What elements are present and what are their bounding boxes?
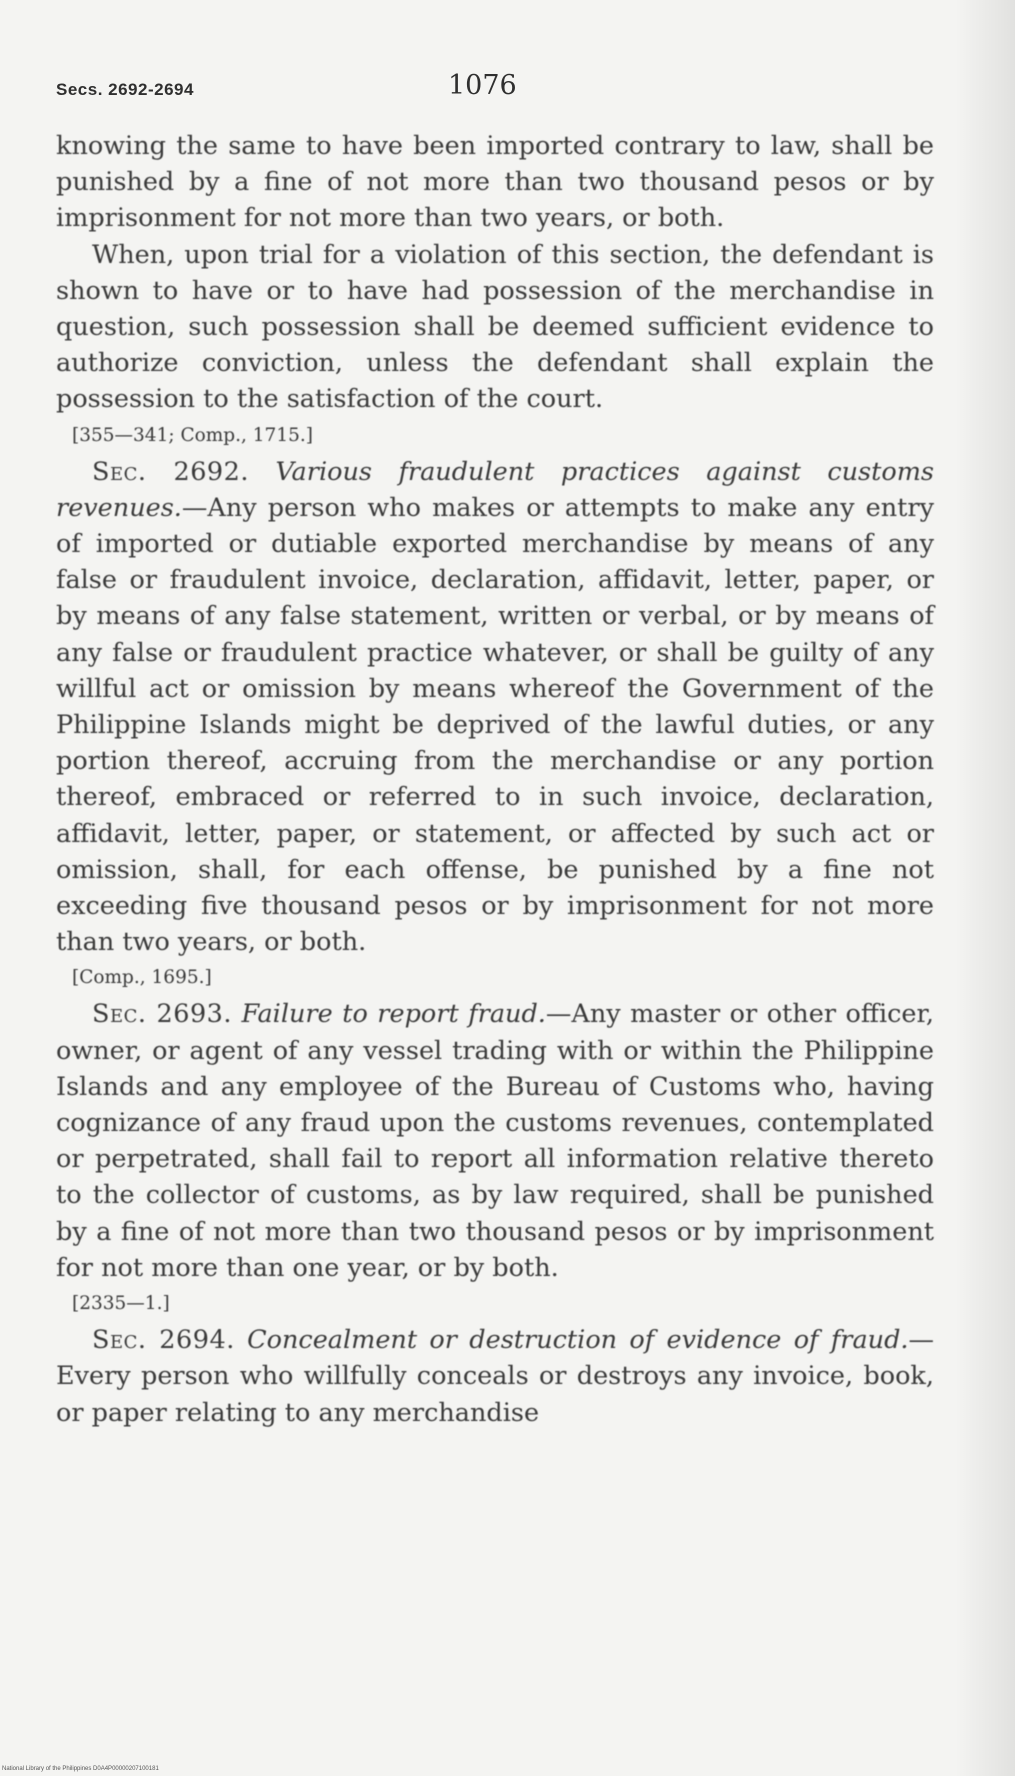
citation-line: [355—341; Comp., 1715.] [72,424,313,446]
continuation-paragraph: knowing the same to have been imported contrary to law, shall be punished by a fine of not more than two thousand pesos or by imprisonment for not more than two years, or both. [56,131,934,234]
page-number: 1076 [448,70,517,101]
presumption-paragraph: When, upon trial for a violation of this section, the defendant is shown to have or to have had possession of the merchandise in question, such possession shall be deemed sufficient evidence to authorize conviction, unless the defendant shall explain the possession to the satisfaction of the court. [56,239,934,415]
section-2692-paragraph [56,454,934,961]
section-text: —Any person who makes or attempts to make any entry of imported or dutiable exported merchandise by means of any false or fraudulent invoice, declaration, affidavit, letter, paper, or by means of any false statement, written or verbal, or by means of any false or fraudulent practice whatever, or shall be guilty of any willful act or omission by means whereof the Government of the Philippine Islands might be deprived of the lawful duties, or any portion thereof, accruing from the merchandise or any portion thereof, embraced or referred to in such invoice, declaration, affidavit, letter, paper, or statement, or affected by such act or omission, shall, for each offense, be punished by a fine not exceeding five thousand pesos or by imprisonment for not more than two years, or both. [56,492,934,958]
running-head [56,70,936,110]
citation-line: [2335—1.] [72,1293,170,1315]
page-edge-shadow [955,0,1015,1776]
section-text: —Every person who willfully conceals or destroys any invoice, book, or paper relating to any merchandise [56,1325,934,1428]
scan-footer: National Library of the Philippines D0A4P00000207100181 [2,1766,159,1772]
section-range: Secs. 2692-2694 [56,80,194,99]
section-text: —Any master or other officer, owner, or agent of any vessel trading with or within the Philippine Islands and any employee of the Bureau of Customs who, having cognizance of any fraud upon the customs revenues, contemplated or perpetrated, shall fail to report all information relative thereto to the collector of customs, as by law required, shall be punished by a fine of not more than two thousand pesos or by imprisonment for not more than one year, or by both. [56,999,935,1283]
citation-line: [Comp., 1695.] [72,967,212,989]
section-label: Sec. 2692. [92,456,249,487]
section-2693-paragraph [56,996,934,1286]
section-title: Concealment or destruction of evidence of fraud. [247,1325,909,1356]
section-label: Sec. 2694. [92,1325,235,1356]
section-label: Sec. 2693. [92,999,232,1030]
section-title: Various fraudulent practices against customs revenues. [56,456,935,523]
section-title: Failure to report fraud. [241,999,546,1030]
section-2694-paragraph [56,1322,934,1431]
body-text [56,128,934,1431]
